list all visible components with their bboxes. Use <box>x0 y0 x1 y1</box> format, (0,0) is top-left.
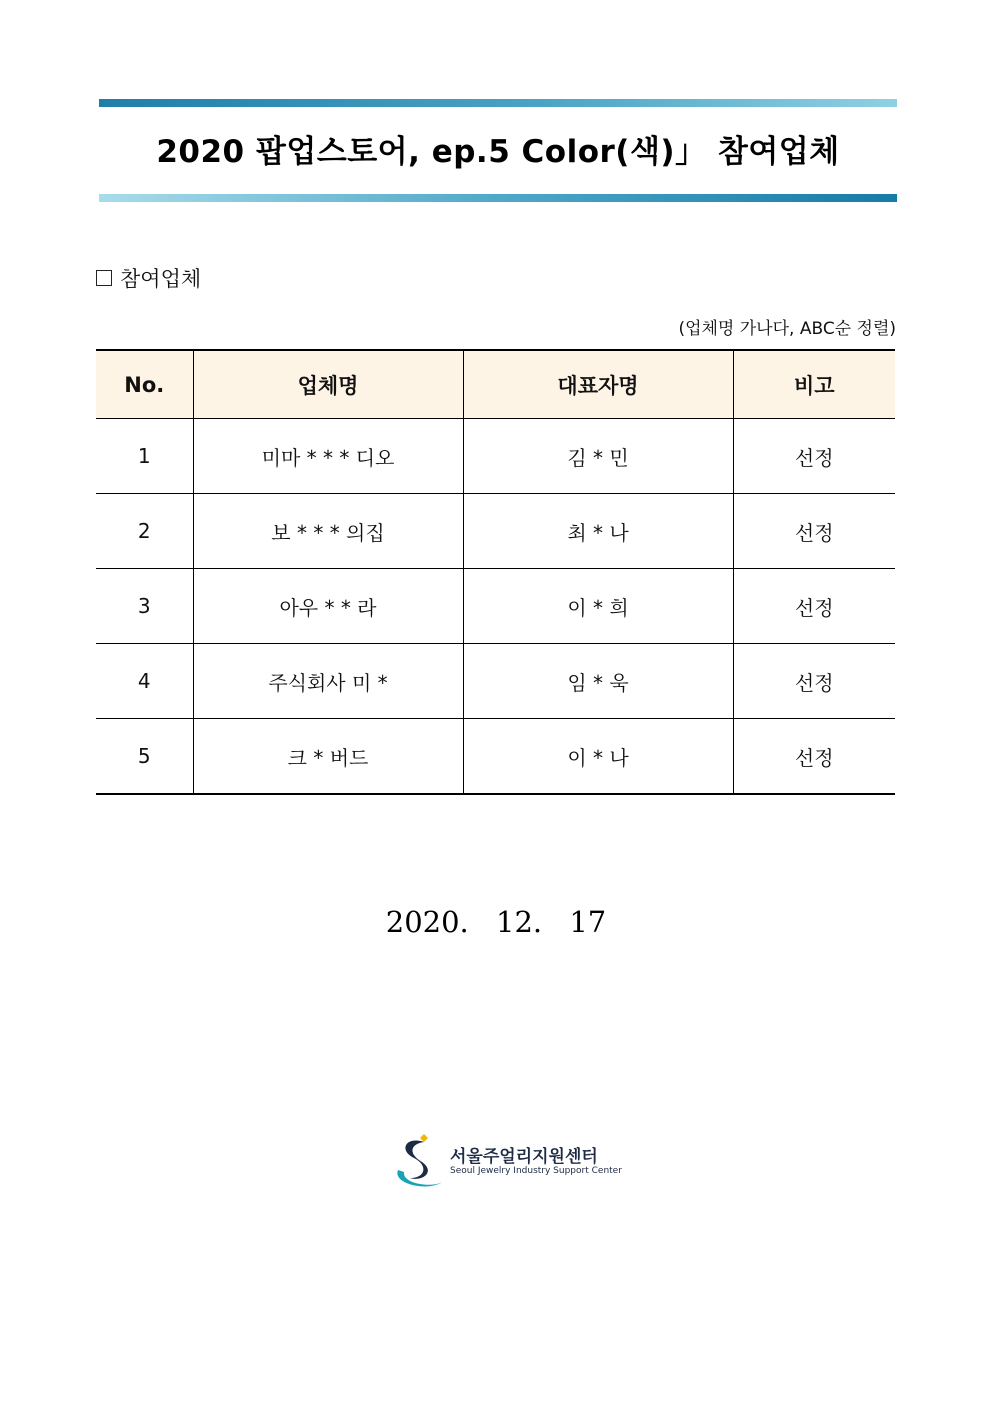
header-note: 비고 <box>733 350 895 419</box>
cell-note: 선정 <box>733 644 895 719</box>
table-row <box>96 719 895 795</box>
cell-no: 1 <box>96 419 193 494</box>
cell-company: 미마 * * * 디오 <box>193 419 463 494</box>
cell-note: 선정 <box>733 569 895 644</box>
org-logo <box>388 1132 622 1192</box>
table-row <box>96 569 895 644</box>
cell-no: 5 <box>137 744 151 768</box>
table-row <box>96 419 895 494</box>
org-name-kr: 서울주얼리지원센터 <box>450 1147 598 1167</box>
cell-ceo: 이 * 나 <box>463 719 733 795</box>
section-heading <box>96 263 201 293</box>
cell-note: 선정 <box>733 494 895 569</box>
cell-company: 크 * 버드 <box>193 719 463 795</box>
cell-ceo: 임 * 욱 <box>463 644 733 719</box>
page-title: 2020 팝업스토어, ep.5 Color(색)」 참여업체 <box>156 134 840 170</box>
cell-no: 3 <box>96 569 193 644</box>
cell-ceo: 김 * 민 <box>463 419 733 494</box>
header-ceo: 대표자명 <box>463 350 733 419</box>
cell-ceo: 최 * 나 <box>463 494 733 569</box>
table-row <box>96 644 895 719</box>
cell-ceo: 이 * 희 <box>463 569 733 644</box>
title-bar-bottom <box>99 194 897 202</box>
cell-company: 주식회사 미 * <box>193 644 463 719</box>
table-header-row <box>96 350 895 419</box>
participant-table <box>96 349 895 795</box>
header-company: 업체명 <box>193 350 463 419</box>
title-bar-top <box>99 99 897 107</box>
cell-no: 2 <box>96 494 193 569</box>
org-name-en: Seoul Jewelry Industry Support Center <box>450 1166 622 1176</box>
table-row <box>96 494 895 569</box>
header-no: No. <box>96 350 193 419</box>
cell-note: 선정 <box>733 719 895 795</box>
jewelry-s-logo-icon <box>388 1132 448 1192</box>
cell-note: 선정 <box>733 419 895 494</box>
checkbox-icon <box>96 270 112 286</box>
cell-company: 보 * * * 의집 <box>193 494 463 569</box>
cell-company: 아우 * * 라 <box>193 569 463 644</box>
document-date: 2020. 12. 17 <box>385 905 607 939</box>
sort-note: (업체명 가나다, ABC순 정렬) <box>678 319 896 339</box>
cell-no: 4 <box>96 644 193 719</box>
section-label: 참여업체 <box>120 267 202 291</box>
